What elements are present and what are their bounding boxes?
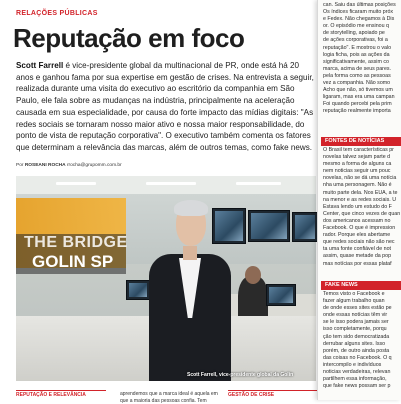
desk-monitor <box>266 284 296 306</box>
article-headline: Reputação em foco <box>13 23 245 53</box>
sidebar-text-2: O Brasil tem características pr novelas talvez sejam parte d mesmo a forma de alguns ca nem noticias seguir um pouc novelas, não se dá uma notícia nha uma personagem. Não é muito parte dela. Nos EUA, a te na menor e as redes sociais. U Estava lendo um estudo do F Center, que cinco vezes de quan dos americanos acessam no Facebook. O que é impression rador. Porque eles abertame que redes sociais não são nec ta uma fonte confiável de not assim, quase metade da pop mas notícias por essas plataf <box>323 147 401 267</box>
photo-caption: Scott Farrell, vice-presidente global da Golin <box>187 372 294 378</box>
photo-ceiling <box>16 176 316 194</box>
hair <box>174 200 208 216</box>
bottom-section-left: REPUTAÇÃO E RELEVÂNCIA <box>16 390 106 402</box>
heading-fontes-de-noticias: FONTES DE NOTÍCIAS <box>321 137 401 146</box>
sidebar-text-1: can. Saiu das últimas posições Os índices ficaram muito próx e Fedex. Não chegamos à Dis or. O episódio me ensinou q de storytelling, apoiado pe de ações corporativas, foi a reputação". E mostrou o valo logia ficha, pois as ações da significativamente, assim co marca, acima de seus pares. pela forma como as pessoas vez a companhia. Não somo Acho que não, só tivemos um ligaram, mas era uma campan Foi quando percebi pela prim reputação realmente importa <box>323 2 396 115</box>
wall-monitor <box>292 212 318 242</box>
heading-fake-news: FAKE NEWS <box>321 281 401 290</box>
sidebar-text-3: Temos visto o Facebook e fazer algum trabalho quan de onde esses sites estão pe onde essas notícias têm vir se le isso podera jamais ser isso completamente, porqu ção tem sido democratizada derrubar alguns sites. Isso porém, de outro ainda posta das coisas no Facebook. O q intercompilo e indivíduos noticias verdadeiras, relevan partilhem essa informação, que fake news possam ser p <box>323 291 392 390</box>
article-lead <box>16 60 316 154</box>
byline-prefix: Por <box>16 163 25 168</box>
byline <box>16 163 122 168</box>
background-person-head <box>245 266 261 284</box>
facing-page <box>317 0 401 400</box>
bottom-section-right: GESTÃO DE CRISE <box>228 390 318 402</box>
ceiling-light <box>56 182 96 185</box>
byline-author: ROSEANI ROCHA <box>24 163 66 168</box>
ceiling-light <box>146 182 196 185</box>
lead-body: é vice-presidente global da multinacional de PR, onde está há 20 anos e ganhou fama por sua expertise em gestão de crises. Na entrevista a seguir, realizada durante uma visita do executivo ao escritório da companhia em São Paulo, ele fala sobre as mudanças na indústria, principalmente na aceleração causada em sua especialidade, por causa do forte impacto das mídias digitais: "As redes sociais se tornaram nosso maior ativo e nossa maior responsabilidade, do ponto de vista de reputação corporativa". O executivo também comenta os fatores que determinam a relevância das marcas, além de outros temas, como fake news. <box>16 61 314 152</box>
lead-name: Scott Farrell <box>16 61 64 70</box>
byline-email: rrocha@grupomm.com.br <box>66 163 122 168</box>
wall-monitor <box>248 210 290 242</box>
section-label: RELAÇÕES PÚBLICAS <box>16 10 98 17</box>
article-photo <box>16 176 316 381</box>
desk-monitor <box>126 280 150 300</box>
neck <box>183 246 197 260</box>
bottom-body-text: aprendemos que a marca ideal é aquela em que a maioria das pessoas confia. Tem <box>120 391 218 404</box>
sign-line-2: GOLIN SP <box>32 252 114 271</box>
ceiling-light <box>236 182 281 185</box>
sign-line-1: THE BRIDGE <box>24 234 128 251</box>
wall-monitor <box>212 208 246 244</box>
